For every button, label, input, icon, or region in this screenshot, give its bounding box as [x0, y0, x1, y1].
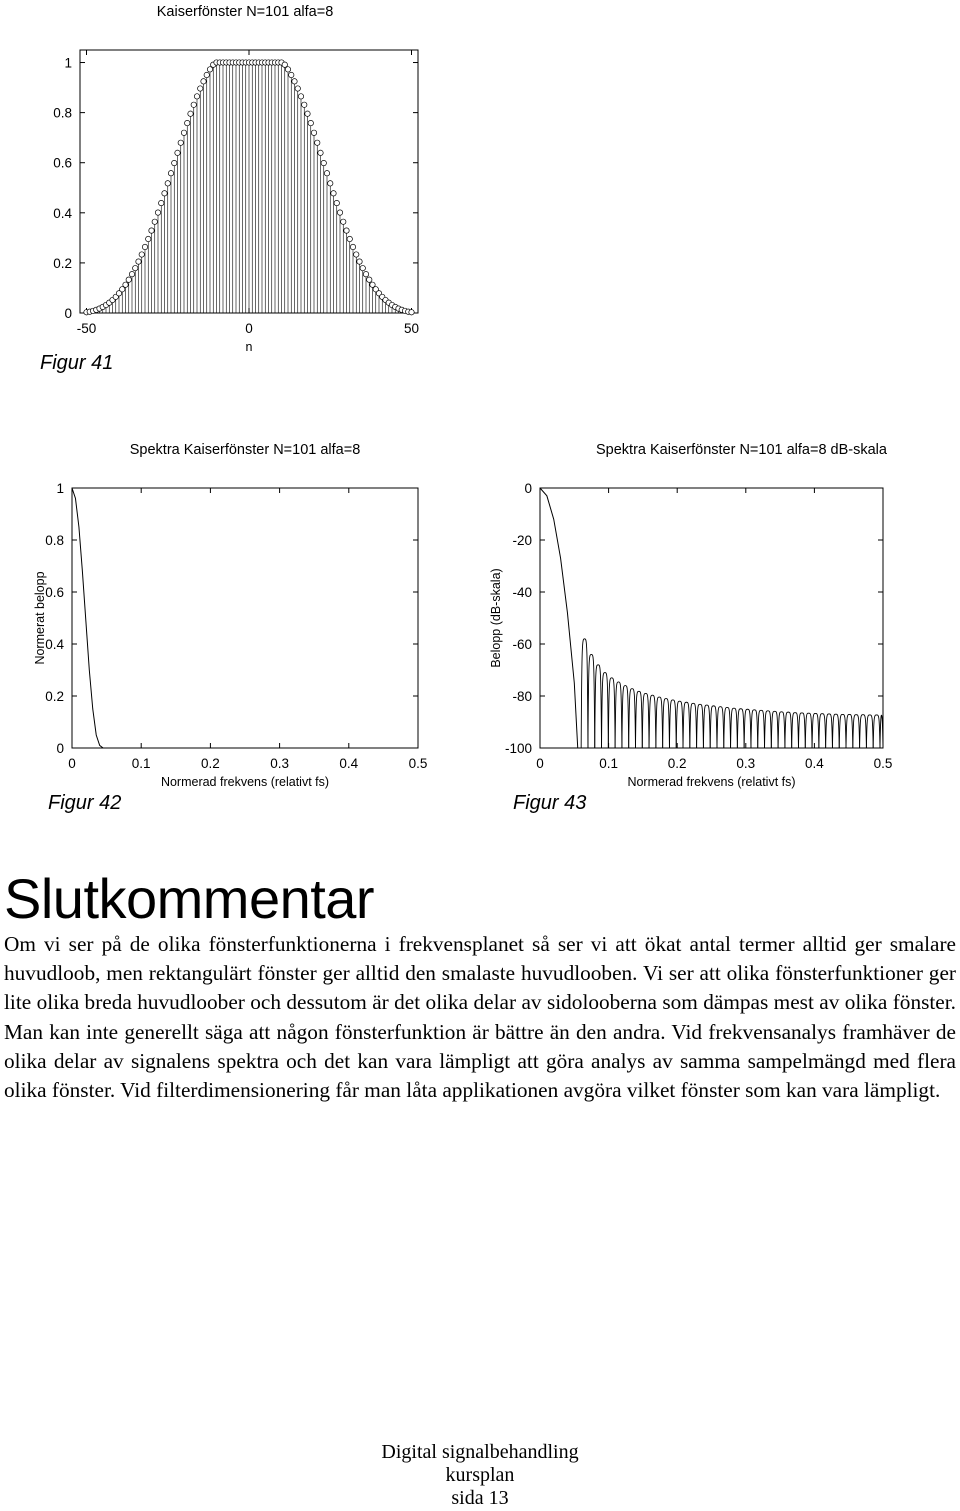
stem-marker [185, 120, 190, 125]
stem-marker [363, 271, 368, 276]
x-tick-label: 0.2 [667, 756, 687, 771]
stem-marker [360, 265, 365, 270]
y-tick-label: 1 [56, 481, 64, 496]
figure-42-caption: Figur 42 [48, 792, 122, 814]
y-tick-label: -60 [512, 637, 532, 652]
stem-marker [311, 130, 316, 135]
stem-marker [129, 271, 134, 276]
sidelobe-line [812, 713, 819, 748]
sidelobe-line [839, 714, 846, 748]
section-body: Om vi ser på de olika fönsterfunktionerna i frekvensplanet så ser vi att ökat antal termer alltid ger smalare huvudloob, men rektangulärt fönster ger alltid den smalaste huvudlooben. Vi ser att olika fönsterfunktioner ger lite olika breda huvudloober och dessutom är det olika delar av sidolooberna som dämpas mest av olika fönster. Man kan inte generellt säga att någon fönsterfunktion är bättre än den andra. Vid frekvensanalys framhäver de olika delar av signalens spektra och det kan vara lämpligt att göra analys av samma sampelmängd med flera olika fönster. Vid filterdimensionering får man låta applikationen avgöra vilket fönster som kan vara lämpligt. [4, 932, 956, 1103]
stem-marker [347, 236, 352, 241]
sidelobe-line [656, 697, 663, 748]
stem-marker [168, 171, 173, 176]
sidelobe-line [792, 713, 799, 748]
section-heading: Slutkommentar [4, 867, 375, 930]
mainlobe-line [540, 488, 578, 748]
x-tick-label: 50 [403, 321, 420, 336]
stem-marker [204, 72, 209, 77]
footer-course: Digital signalbehandling [381, 1441, 579, 1463]
sidelobe-line [798, 713, 805, 748]
x-tick-label: 0.1 [599, 756, 618, 771]
sidelobe-line [826, 714, 833, 748]
x-tick-label: 0.2 [201, 756, 220, 771]
y-tick-label: 0.8 [53, 105, 72, 121]
sidelobe-line [608, 678, 615, 748]
y-axis-label: Belopp (dB-skala) [489, 568, 503, 668]
sidelobe-line [873, 715, 880, 748]
stem-marker [334, 200, 339, 205]
stem-marker [188, 111, 193, 116]
stem-marker [318, 150, 323, 155]
sidelobe-line [758, 710, 765, 748]
sidelobe-line [676, 701, 683, 748]
stem-marker [289, 72, 294, 77]
plot-frame [72, 488, 418, 748]
sidelobe-line [595, 665, 602, 748]
sidelobe-line [717, 707, 724, 748]
stem-marker [201, 79, 206, 84]
stem-marker [308, 120, 313, 125]
x-axis-label: Normerad frekvens (relativt fs) [160, 775, 330, 789]
stem-marker [139, 252, 144, 257]
stem-marker [181, 130, 186, 135]
y-tick-label: 0.6 [45, 585, 64, 600]
figure-43-caption: Figur 43 [513, 792, 587, 814]
sidelobe-line [635, 691, 642, 748]
stem-marker [341, 219, 346, 224]
sidelobe-line [724, 707, 731, 748]
stem-marker [133, 265, 138, 270]
stem-marker [302, 102, 307, 107]
x-tick-label: 0.3 [270, 756, 289, 771]
stem-marker [146, 236, 151, 241]
stem-marker [126, 277, 131, 282]
stem-marker [315, 140, 320, 145]
stem-marker [155, 210, 160, 215]
stem-marker [409, 310, 414, 315]
stem-marker [331, 191, 336, 196]
sidelobe-line [710, 706, 717, 748]
stem-marker [367, 277, 372, 282]
sidelobe-line [642, 693, 649, 748]
y-tick-label: 0 [56, 741, 64, 756]
sidelobe-line [669, 700, 676, 748]
sidelobe-line [663, 699, 670, 748]
stem-marker [191, 102, 196, 107]
stem-marker [175, 150, 180, 155]
stem-marker [324, 171, 329, 176]
sidelobe-line [744, 709, 751, 748]
footer-page: sida 13 [451, 1487, 509, 1509]
x-tick-label: 0.4 [805, 756, 824, 771]
stem-marker [350, 244, 355, 249]
stem-marker [354, 252, 359, 257]
sidelobe-line [846, 714, 853, 748]
sidelobe-line [703, 705, 710, 748]
stem-marker [159, 200, 164, 205]
chart-title: Kaiserfönster N=101 alfa=8 [156, 4, 334, 20]
x-tick-label: 0 [245, 321, 253, 336]
figure-41-caption: Figur 41 [40, 352, 114, 374]
stem-marker [357, 259, 362, 264]
footer-plan: kursplan [445, 1464, 515, 1486]
stem-marker [292, 79, 297, 84]
sidelobe-line [778, 712, 785, 748]
sidelobe-line [615, 682, 622, 748]
x-tick-label: 0.3 [736, 756, 756, 771]
chart-title: Spektra Kaiserfönster N=101 alfa=8 [129, 442, 361, 458]
y-tick-label: 0.8 [45, 533, 64, 548]
sidelobe-line [853, 715, 860, 748]
sidelobe-line [765, 711, 772, 748]
stem-marker [305, 111, 310, 116]
x-tick-label: 0.1 [131, 756, 151, 771]
sidelobe-line [731, 708, 738, 748]
y-tick-label: 0.4 [45, 637, 64, 652]
stem-marker [207, 67, 212, 72]
stem-marker [337, 210, 342, 215]
stem-marker [165, 181, 170, 186]
sidelobe-line [805, 713, 812, 748]
spectrum-linear-plot [0, 425, 470, 789]
stem-marker [149, 228, 154, 233]
sidelobe-line [581, 639, 588, 748]
sidelobe-line [771, 711, 778, 748]
x-tick-label: 0 [536, 756, 544, 771]
x-tick-label: 0.5 [873, 756, 893, 771]
stem-marker [198, 86, 203, 91]
x-axis-label: Normerad frekvens (relativt fs) [627, 775, 796, 789]
stem-marker [142, 244, 147, 249]
y-tick-label: 1 [64, 55, 72, 71]
stem-marker [152, 219, 157, 224]
stem-marker [172, 160, 177, 165]
stem-marker [123, 282, 128, 287]
sidelobe-line [785, 712, 792, 748]
sidelobe-line [602, 673, 609, 748]
sidelobe-line [880, 715, 883, 748]
sidelobe-line [588, 654, 595, 748]
sidelobe-line [683, 702, 690, 748]
stem-marker [344, 228, 349, 233]
sidelobe-line [751, 710, 758, 748]
x-tick-label: 0 [68, 756, 76, 771]
y-axis-label: Normerat belopp [33, 571, 47, 665]
x-tick-label: -50 [76, 321, 97, 336]
stem-marker [298, 94, 303, 99]
sidelobe-line [860, 715, 867, 748]
spectrum-line [72, 488, 107, 748]
y-tick-label: 0.6 [53, 155, 72, 171]
y-tick-label: 0.2 [45, 689, 64, 704]
stem-marker [194, 94, 199, 99]
sidelobe-line [690, 703, 697, 748]
sidelobe-line [866, 715, 873, 748]
stem-marker [285, 67, 290, 72]
y-tick-label: -20 [512, 533, 532, 548]
sidelobe-line [697, 704, 704, 748]
stem-marker [295, 86, 300, 91]
y-tick-label: -80 [512, 689, 532, 704]
sidelobe-line [649, 695, 656, 748]
stem-marker [178, 140, 183, 145]
y-tick-label: 0 [524, 481, 532, 496]
sidelobe-line [629, 689, 636, 748]
y-tick-label: -100 [504, 741, 532, 756]
sidelobe-line [819, 714, 826, 748]
y-tick-label: 0.4 [53, 205, 72, 221]
y-tick-label: 0.2 [53, 255, 72, 271]
stem-marker [321, 160, 326, 165]
chart-title: Spektra Kaiserfönster N=101 alfa=8 dB-skala [596, 442, 887, 458]
y-tick-label: 0 [64, 306, 72, 321]
stem-marker [328, 181, 333, 186]
sidelobe-line [832, 714, 839, 748]
page-footer [360, 1441, 600, 1510]
x-tick-label: 0.5 [408, 756, 428, 771]
sidelobe-line [622, 686, 629, 748]
spectrum-db-plot [478, 425, 960, 789]
y-tick-label: -40 [512, 585, 532, 600]
stem-marker [162, 191, 167, 196]
x-axis-label: n [245, 340, 253, 354]
x-tick-label: 0.4 [339, 756, 359, 771]
stem-marker [282, 62, 287, 67]
kaiser-window-stem-plot [0, 0, 460, 360]
stem-marker [136, 259, 141, 264]
sidelobe-line [737, 709, 744, 748]
